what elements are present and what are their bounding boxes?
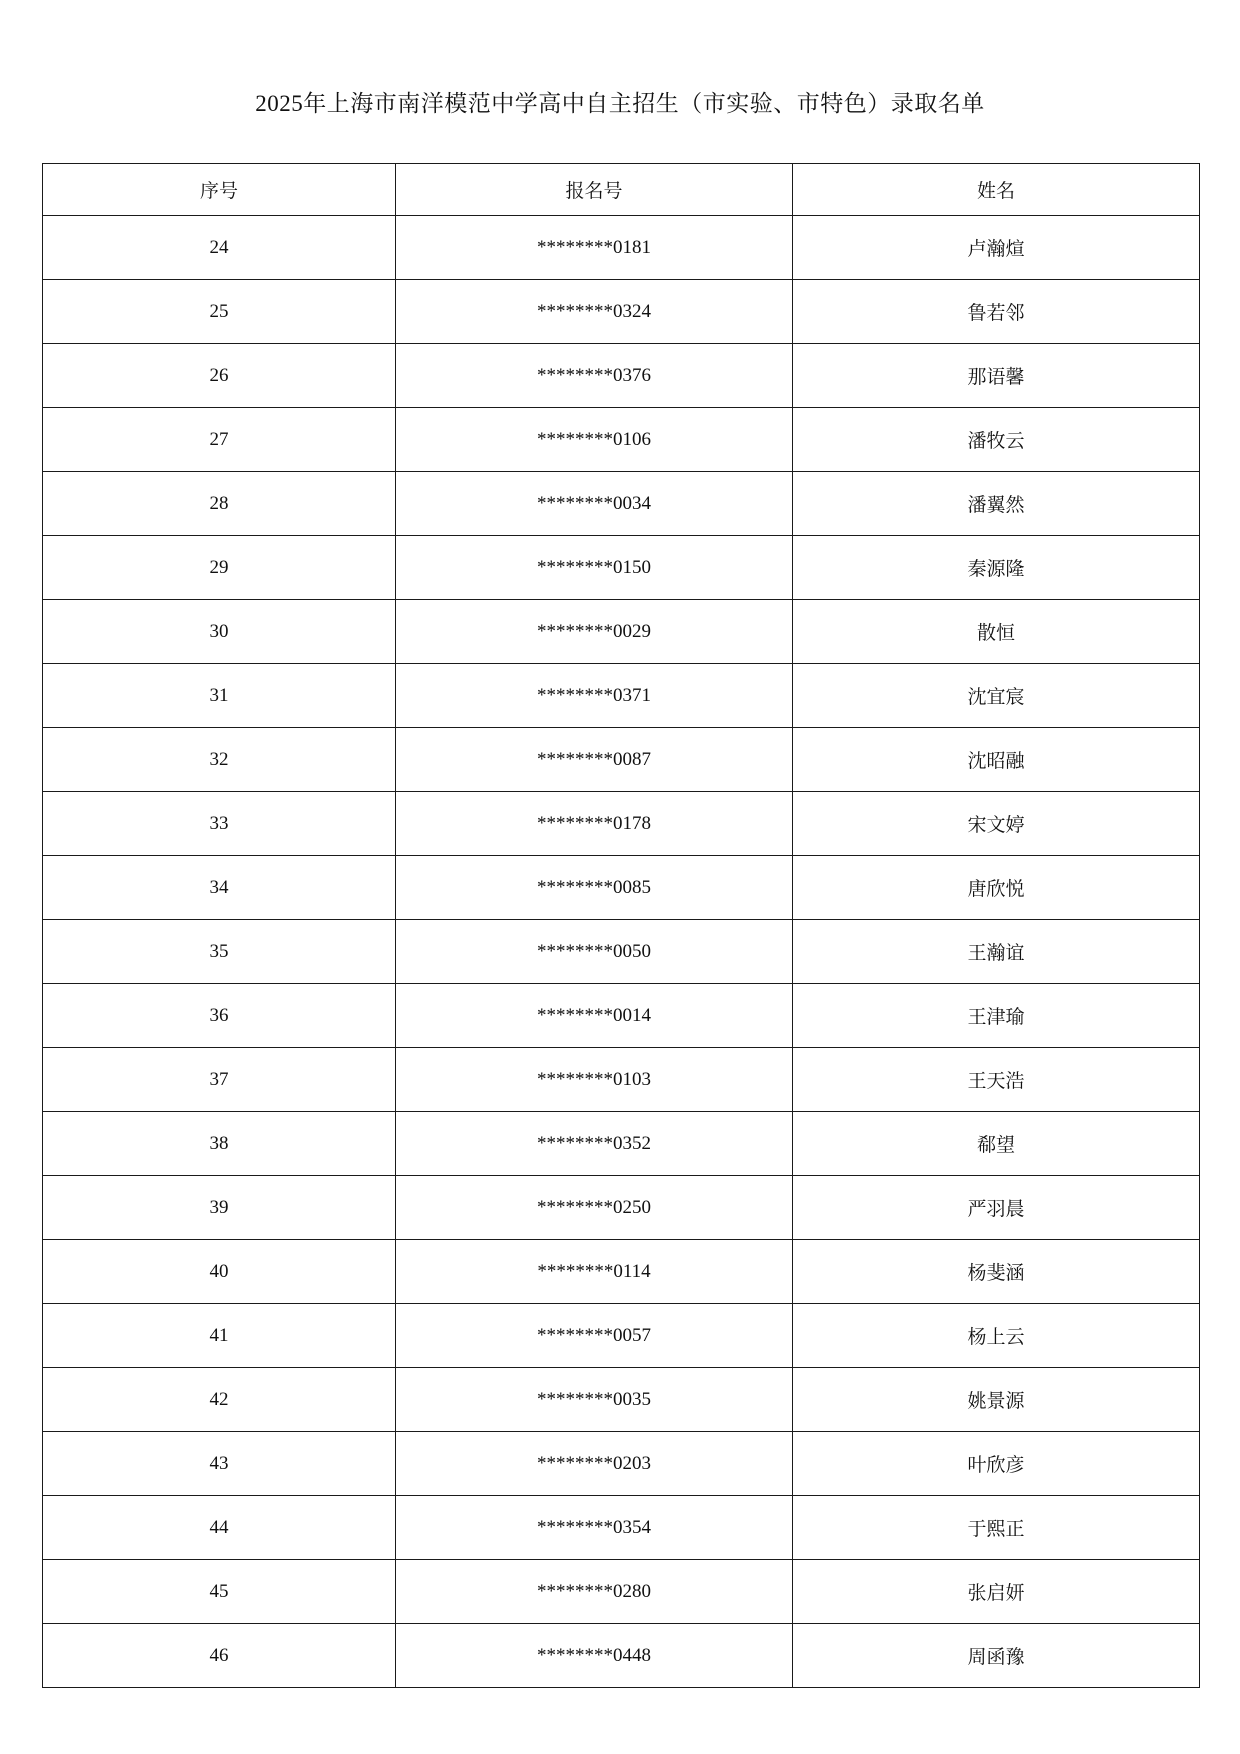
seq-cell: 25 [43,280,396,344]
name-cell: 王津瑜 [793,984,1200,1048]
header-name: 姓名 [793,164,1200,216]
seq-cell: 34 [43,856,396,920]
name-cell: 杨斐涵 [793,1240,1200,1304]
reg-no-cell: ********0029 [396,600,793,664]
name-cell: 姚景源 [793,1368,1200,1432]
table-row [43,1048,1200,1112]
reg-no-cell: ********0087 [396,728,793,792]
table-row [43,216,1200,280]
table-row [43,728,1200,792]
reg-no-cell: ********0178 [396,792,793,856]
name-cell: 那语馨 [793,344,1200,408]
name-cell: 秦源隆 [793,536,1200,600]
table-header [43,164,1200,216]
reg-no-cell: ********0448 [396,1624,793,1688]
name-cell: 张启妍 [793,1560,1200,1624]
reg-no-cell: ********0376 [396,344,793,408]
name-cell: 沈宜宸 [793,664,1200,728]
seq-cell: 32 [43,728,396,792]
name-cell: 郗望 [793,1112,1200,1176]
reg-no-cell: ********0014 [396,984,793,1048]
table-row [43,1368,1200,1432]
table-row [43,664,1200,728]
admission-table [42,163,1200,1688]
reg-no-cell: ********0354 [396,1496,793,1560]
table-row [43,856,1200,920]
table-row [43,920,1200,984]
reg-no-cell: ********0371 [396,664,793,728]
reg-no-cell: ********0250 [396,1176,793,1240]
table-row [43,472,1200,536]
seq-cell: 37 [43,1048,396,1112]
seq-cell: 36 [43,984,396,1048]
name-cell: 王瀚谊 [793,920,1200,984]
name-cell: 卢瀚煊 [793,216,1200,280]
header-seq: 序号 [43,164,396,216]
seq-cell: 41 [43,1304,396,1368]
seq-cell: 29 [43,536,396,600]
reg-no-cell: ********0114 [396,1240,793,1304]
name-cell: 唐欣悦 [793,856,1200,920]
table-row [43,408,1200,472]
seq-cell: 39 [43,1176,396,1240]
name-cell: 宋文婷 [793,792,1200,856]
reg-no-cell: ********0352 [396,1112,793,1176]
table-row [43,1112,1200,1176]
header-row [43,164,1200,216]
reg-no-cell: ********0324 [396,280,793,344]
seq-cell: 31 [43,664,396,728]
table-row [43,1560,1200,1624]
name-cell: 严羽晨 [793,1176,1200,1240]
table-row [43,1240,1200,1304]
table-row [43,1624,1200,1688]
name-cell: 杨上云 [793,1304,1200,1368]
seq-cell: 27 [43,408,396,472]
header-reg-no: 报名号 [396,164,793,216]
seq-cell: 45 [43,1560,396,1624]
reg-no-cell: ********0050 [396,920,793,984]
reg-no-cell: ********0106 [396,408,793,472]
seq-cell: 38 [43,1112,396,1176]
name-cell: 于熙正 [793,1496,1200,1560]
reg-no-cell: ********0035 [396,1368,793,1432]
reg-no-cell: ********0034 [396,472,793,536]
table-row [43,600,1200,664]
seq-cell: 35 [43,920,396,984]
table-row [43,344,1200,408]
reg-no-cell: ********0280 [396,1560,793,1624]
reg-no-cell: ********0150 [396,536,793,600]
name-cell: 叶欣彦 [793,1432,1200,1496]
reg-no-cell: ********0181 [396,216,793,280]
seq-cell: 24 [43,216,396,280]
reg-no-cell: ********0085 [396,856,793,920]
table-row [43,1176,1200,1240]
seq-cell: 44 [43,1496,396,1560]
seq-cell: 42 [43,1368,396,1432]
table-body [43,216,1200,1688]
name-cell: 周函豫 [793,1624,1200,1688]
reg-no-cell: ********0203 [396,1432,793,1496]
reg-no-cell: ********0103 [396,1048,793,1112]
name-cell: 散恒 [793,600,1200,664]
seq-cell: 46 [43,1624,396,1688]
name-cell: 鲁若邻 [793,280,1200,344]
table-row [43,1432,1200,1496]
seq-cell: 30 [43,600,396,664]
name-cell: 潘翼然 [793,472,1200,536]
seq-cell: 43 [43,1432,396,1496]
table-row [43,536,1200,600]
table-row [43,984,1200,1048]
table-row [43,1496,1200,1560]
table-row [43,792,1200,856]
seq-cell: 26 [43,344,396,408]
table-row [43,1304,1200,1368]
seq-cell: 33 [43,792,396,856]
document-title: 2025年上海市南洋模范中学高中自主招生（市实验、市特色）录取名单 [255,91,985,116]
table-row [43,280,1200,344]
seq-cell: 40 [43,1240,396,1304]
name-cell: 沈昭融 [793,728,1200,792]
seq-cell: 28 [43,472,396,536]
name-cell: 王天浩 [793,1048,1200,1112]
reg-no-cell: ********0057 [396,1304,793,1368]
name-cell: 潘牧云 [793,408,1200,472]
